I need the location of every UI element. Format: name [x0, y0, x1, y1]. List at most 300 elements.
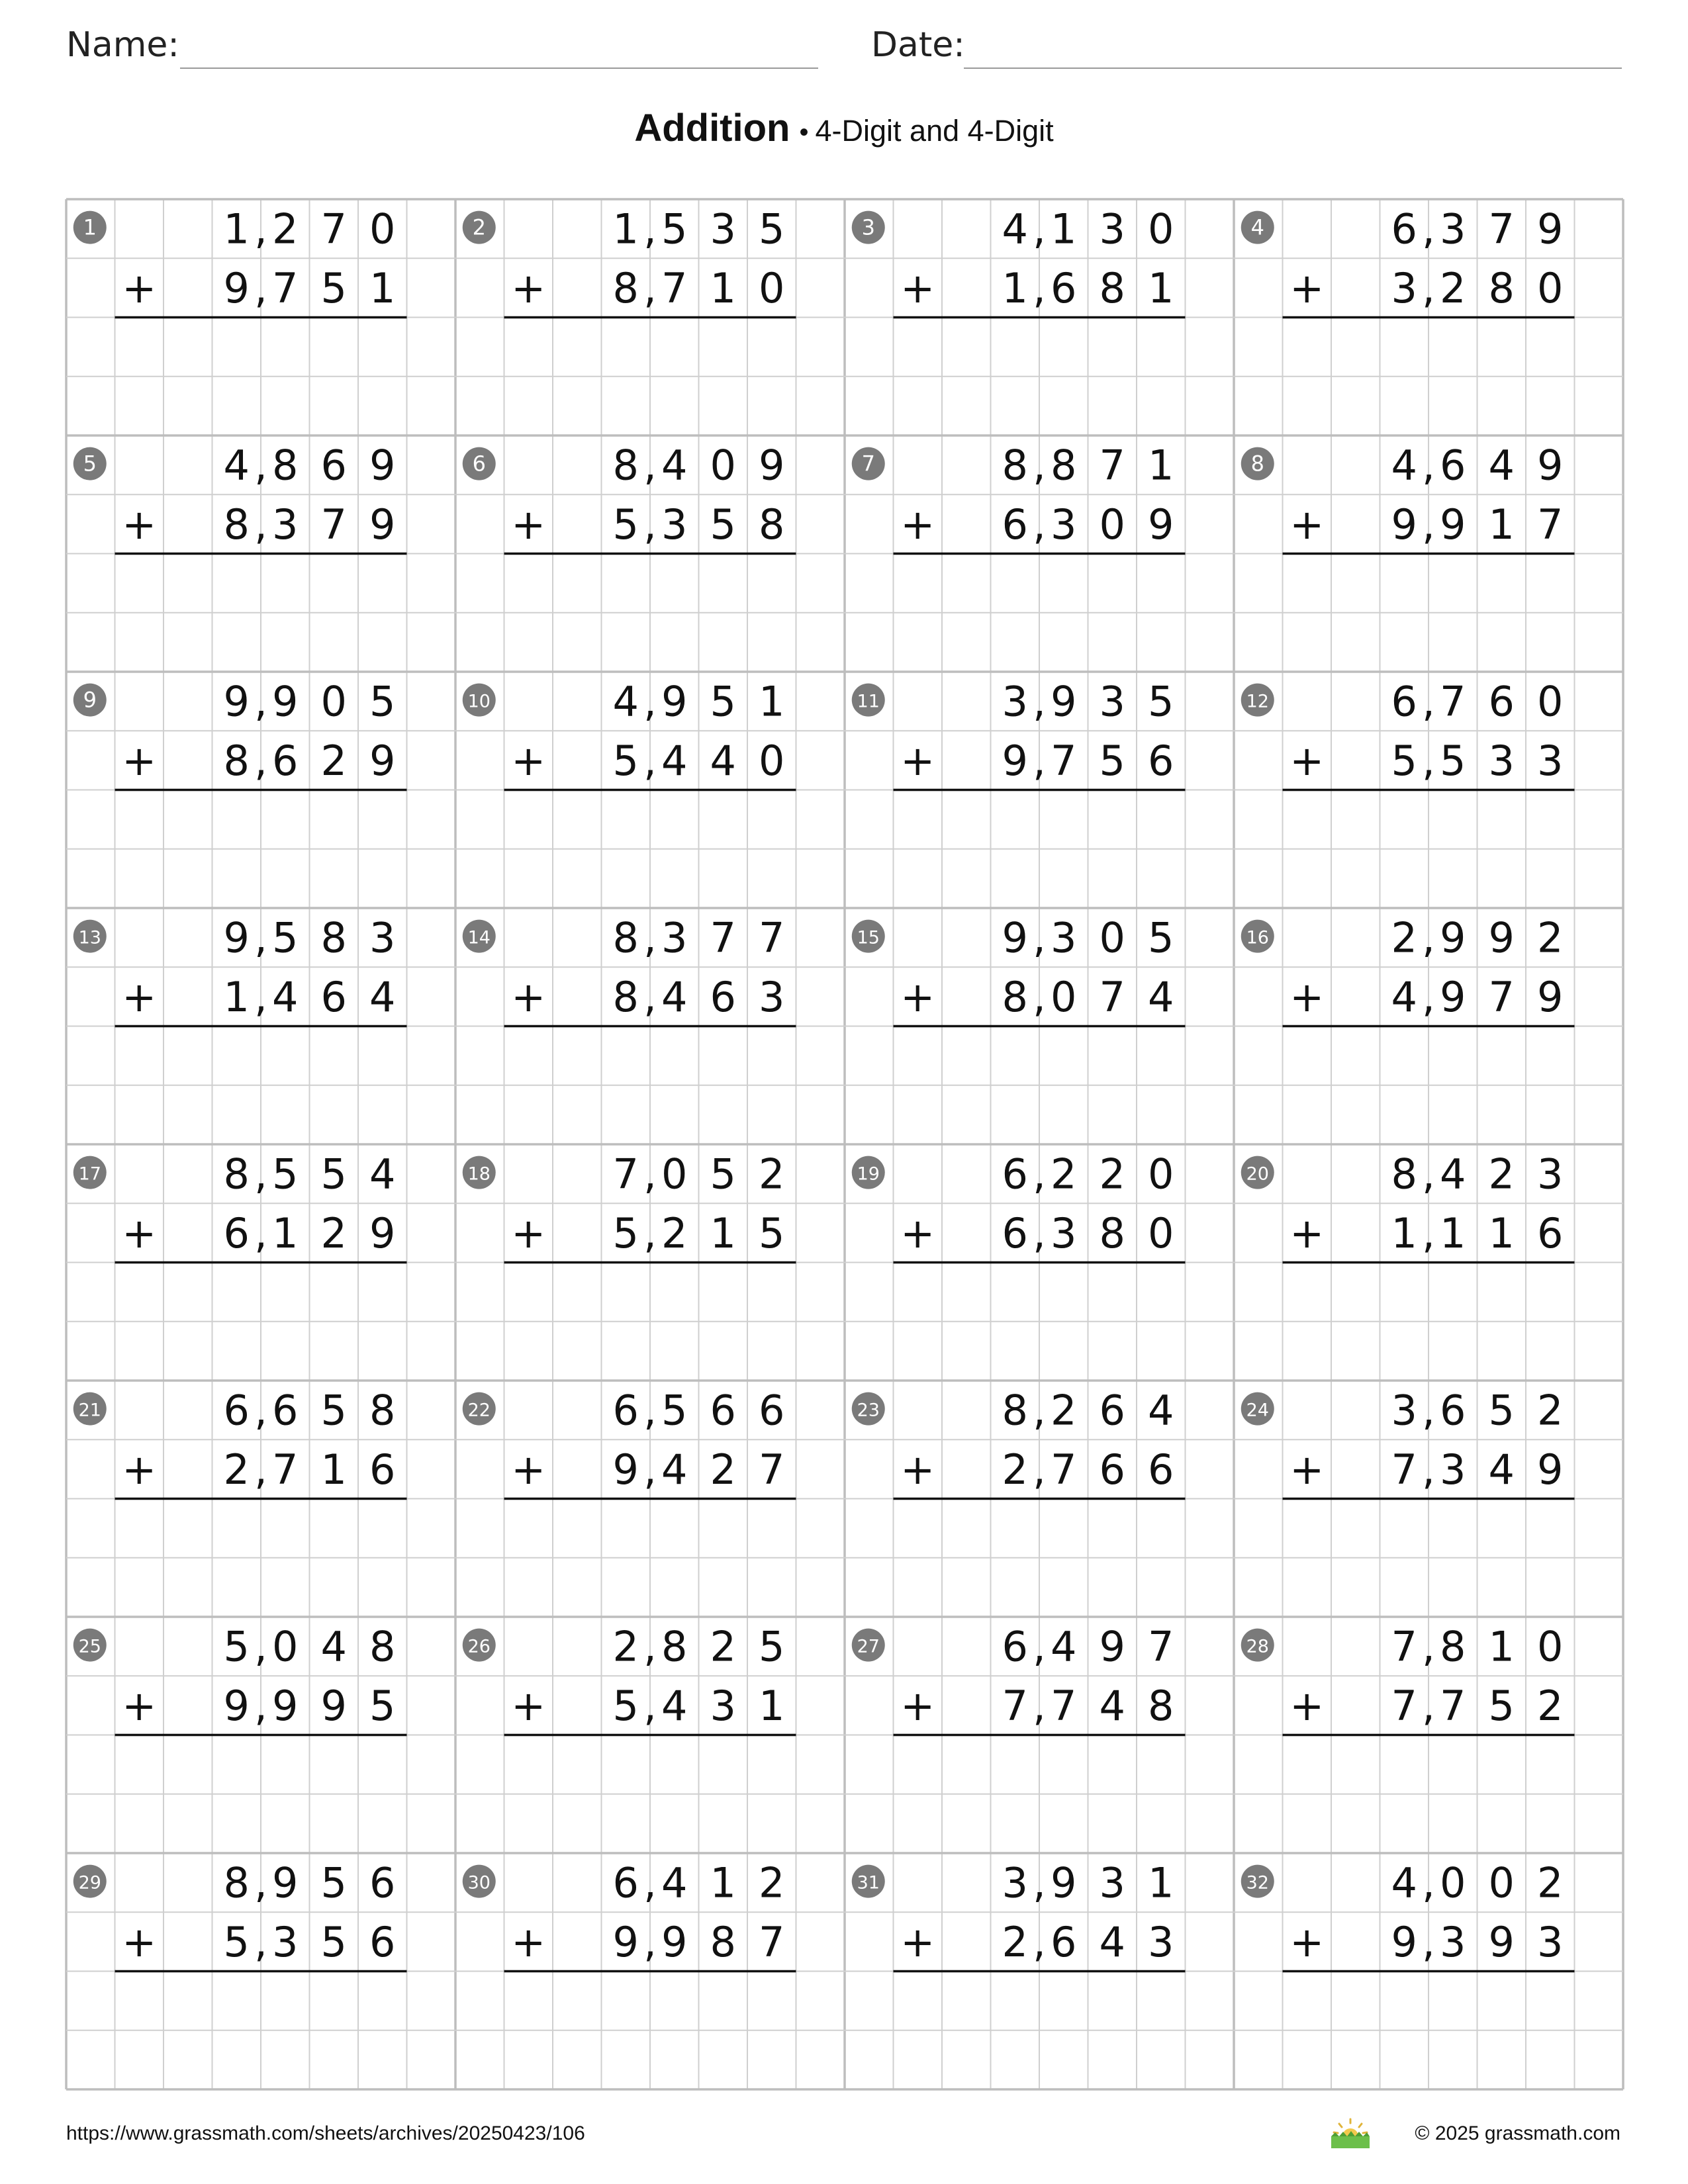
- top-number-comma: ,: [1422, 677, 1435, 726]
- top-number-digit: 2: [1488, 1150, 1515, 1199]
- top-number-digit: 6: [1002, 1150, 1028, 1199]
- top-number-digit: 7: [1099, 441, 1125, 490]
- bottom-number-digit: 3: [1537, 736, 1564, 785]
- bottom-number-comma: ,: [1422, 1681, 1435, 1730]
- bottom-number-digit: 9: [369, 500, 396, 549]
- title-subtitle: 4-Digit and 4-Digit: [815, 114, 1054, 148]
- bottom-number-digit: 2: [710, 1445, 736, 1494]
- problem-number: 18: [467, 1163, 491, 1185]
- bottom-number-comma: ,: [254, 1917, 267, 1966]
- top-number-digit: 2: [272, 205, 299, 253]
- top-number-digit: 1: [759, 677, 785, 726]
- title-separator: •: [799, 118, 809, 147]
- top-number-digit: 8: [1440, 1622, 1466, 1671]
- answer-area[interactable]: [894, 1972, 1186, 2090]
- top-number-digit: 1: [612, 205, 639, 253]
- top-number-digit: 5: [759, 1622, 785, 1671]
- top-number-digit: 5: [710, 677, 736, 726]
- plus-sign: +: [511, 972, 546, 1021]
- top-number-digit: 0: [1148, 1150, 1174, 1199]
- problem-number: 20: [1246, 1163, 1269, 1185]
- bottom-number-comma: ,: [1422, 500, 1435, 549]
- bottom-number-digit: 7: [272, 1445, 299, 1494]
- problem-number: 14: [467, 927, 491, 948]
- problem-number: 7: [861, 451, 875, 477]
- top-number-digit: 4: [369, 1150, 396, 1199]
- top-number-comma: ,: [1422, 441, 1435, 490]
- top-number-digit: 2: [1051, 1386, 1077, 1435]
- plus-sign: +: [122, 972, 157, 1021]
- top-number-digit: 5: [272, 913, 299, 962]
- bottom-number-comma: ,: [643, 500, 657, 549]
- bottom-number-digit: 5: [612, 500, 639, 549]
- problem-32: [1241, 1859, 1575, 2089]
- answer-area[interactable]: [1283, 554, 1575, 672]
- top-number-digit: 1: [1051, 205, 1077, 253]
- bottom-number-digit: 9: [1148, 500, 1174, 549]
- title-main: Addition: [634, 107, 790, 150]
- bottom-number-digit: 7: [1391, 1445, 1417, 1494]
- plus-sign: +: [122, 500, 157, 549]
- grass-sun-logo-icon: [1327, 2116, 1374, 2150]
- bottom-number-comma: ,: [1033, 1445, 1046, 1494]
- bottom-number-digit: 5: [1099, 736, 1125, 785]
- bottom-number-digit: 1: [1488, 500, 1515, 549]
- bottom-number-comma: ,: [1422, 263, 1435, 312]
- bottom-number-digit: 7: [1051, 736, 1077, 785]
- bottom-number-digit: 9: [1391, 1917, 1417, 1966]
- top-number-comma: ,: [643, 913, 657, 962]
- bottom-number-digit: 5: [320, 1917, 347, 1966]
- top-number-digit: 3: [369, 913, 396, 962]
- bottom-number-digit: 9: [320, 1681, 347, 1730]
- problem-16: [1241, 914, 1575, 1144]
- date-label: Date:: [871, 25, 965, 65]
- bottom-number-digit: 1: [710, 1208, 736, 1257]
- bottom-number-digit: 1: [759, 1681, 785, 1730]
- top-number-digit: 8: [223, 1150, 250, 1199]
- bottom-number-digit: 8: [710, 1917, 736, 1966]
- answer-area[interactable]: [115, 1972, 407, 2090]
- bottom-number-digit: 4: [1099, 1681, 1125, 1730]
- answer-area[interactable]: [115, 1735, 407, 1854]
- answer-area[interactable]: [504, 790, 796, 909]
- bottom-number-digit: 3: [710, 1681, 736, 1730]
- top-number-digit: 4: [1002, 205, 1028, 253]
- top-number-digit: 3: [1099, 677, 1125, 726]
- top-number-digit: 9: [1440, 913, 1466, 962]
- top-number-digit: 4: [1391, 1858, 1417, 1907]
- bottom-number-comma: ,: [1422, 1445, 1435, 1494]
- bottom-number-digit: 7: [1051, 1445, 1077, 1494]
- top-number-comma: ,: [1033, 913, 1046, 962]
- bottom-number-comma: ,: [1033, 736, 1046, 785]
- top-number-digit: 2: [612, 1622, 639, 1671]
- top-number-digit: 7: [1391, 1622, 1417, 1671]
- bottom-number-digit: 1: [320, 1445, 347, 1494]
- top-number-digit: 0: [710, 441, 736, 490]
- top-number-digit: 6: [1099, 1386, 1125, 1435]
- bottom-number-comma: ,: [643, 736, 657, 785]
- top-number-digit: 0: [1440, 1858, 1466, 1907]
- footer-url: https://www.grassmath.com/sheets/archives/20250423/106: [66, 2122, 585, 2144]
- bottom-number-digit: 7: [1051, 1681, 1077, 1730]
- bottom-number-digit: 9: [1537, 972, 1564, 1021]
- problem-number: 29: [78, 1872, 101, 1893]
- top-number-digit: 6: [1002, 1622, 1028, 1671]
- top-number-digit: 8: [223, 1858, 250, 1907]
- answer-area[interactable]: [504, 1026, 796, 1145]
- problem-number: 1: [83, 214, 97, 240]
- answer-area[interactable]: [894, 1499, 1186, 1617]
- bottom-number-digit: 9: [612, 1445, 639, 1494]
- plus-sign: +: [511, 1917, 546, 1966]
- problem-1: [73, 205, 407, 435]
- answer-area[interactable]: [894, 1263, 1186, 1381]
- top-number-comma: ,: [643, 1622, 657, 1671]
- answer-area[interactable]: [894, 1026, 1186, 1145]
- bottom-number-digit: 0: [759, 263, 785, 312]
- plus-sign: +: [511, 1681, 546, 1730]
- bottom-number-comma: ,: [254, 972, 267, 1021]
- bottom-number-digit: 2: [1537, 1681, 1564, 1730]
- top-number-digit: 2: [1391, 913, 1417, 962]
- top-number-digit: 5: [320, 1858, 347, 1907]
- bottom-number-digit: 2: [223, 1445, 250, 1494]
- top-number-digit: 0: [661, 1150, 688, 1199]
- problem-number: 16: [1246, 927, 1269, 948]
- answer-area[interactable]: [1283, 790, 1575, 909]
- answer-area[interactable]: [1283, 318, 1575, 436]
- plus-sign: +: [1289, 972, 1325, 1021]
- top-number-digit: 5: [1148, 913, 1174, 962]
- bottom-number-digit: 0: [1099, 500, 1125, 549]
- top-number-digit: 0: [320, 677, 347, 726]
- problem-number: 9: [83, 687, 97, 713]
- bottom-number-digit: 2: [320, 1208, 347, 1257]
- answer-area[interactable]: [504, 1263, 796, 1381]
- top-number-digit: 0: [272, 1622, 299, 1671]
- answer-area[interactable]: [504, 554, 796, 672]
- top-number-digit: 4: [320, 1622, 347, 1671]
- top-number-comma: ,: [643, 441, 657, 490]
- bottom-number-digit: 6: [369, 1445, 396, 1494]
- top-number-digit: 9: [1051, 1858, 1077, 1907]
- bottom-number-digit: 7: [1099, 972, 1125, 1021]
- top-number-comma: ,: [1422, 1622, 1435, 1671]
- bottom-number-digit: 7: [320, 500, 347, 549]
- bottom-number-comma: ,: [1033, 500, 1046, 549]
- answer-area[interactable]: [894, 554, 1186, 672]
- top-number-digit: 9: [1537, 441, 1564, 490]
- bottom-number-digit: 2: [1440, 263, 1466, 312]
- answer-area[interactable]: [894, 790, 1186, 909]
- top-number-comma: ,: [254, 1858, 267, 1907]
- answer-area[interactable]: [115, 1263, 407, 1381]
- plus-sign: +: [900, 972, 935, 1021]
- answer-area[interactable]: [1283, 1026, 1575, 1145]
- top-number-digit: 9: [272, 1858, 299, 1907]
- top-number-digit: 5: [272, 1150, 299, 1199]
- top-number-comma: ,: [1422, 1386, 1435, 1435]
- plus-sign: +: [1289, 1917, 1325, 1966]
- problem-22: [463, 1387, 796, 1617]
- bottom-number-digit: 3: [1391, 263, 1417, 312]
- top-number-digit: 2: [1537, 1386, 1564, 1435]
- bottom-number-digit: 6: [1051, 263, 1077, 312]
- problem-number: 12: [1246, 691, 1269, 712]
- top-number-digit: 6: [1391, 205, 1417, 253]
- top-number-digit: 2: [1051, 1150, 1077, 1199]
- bottom-number-digit: 6: [1002, 1208, 1028, 1257]
- problem-11: [852, 678, 1186, 908]
- bottom-number-digit: 5: [1488, 1681, 1515, 1730]
- bottom-number-digit: 4: [661, 1681, 688, 1730]
- bottom-number-comma: ,: [1422, 1208, 1435, 1257]
- top-number-digit: 6: [1391, 677, 1417, 726]
- answer-area[interactable]: [504, 318, 796, 436]
- top-number-comma: ,: [254, 913, 267, 962]
- bottom-number-digit: 9: [369, 1208, 396, 1257]
- bottom-number-comma: ,: [643, 972, 657, 1021]
- bottom-number-comma: ,: [1033, 972, 1046, 1021]
- bottom-number-digit: 7: [1488, 972, 1515, 1021]
- problem-number: 13: [78, 927, 101, 948]
- bottom-number-digit: 5: [612, 1208, 639, 1257]
- bottom-number-digit: 5: [612, 736, 639, 785]
- bottom-number-digit: 3: [1488, 736, 1515, 785]
- problem-number: 28: [1246, 1636, 1269, 1657]
- bottom-number-digit: 9: [223, 263, 250, 312]
- top-number-digit: 4: [1440, 1150, 1466, 1199]
- plus-sign: +: [511, 500, 546, 549]
- bottom-number-digit: 9: [1440, 500, 1466, 549]
- top-number-digit: 3: [1002, 677, 1028, 726]
- plus-sign: +: [1289, 263, 1325, 312]
- bottom-number-digit: 3: [1051, 500, 1077, 549]
- top-number-digit: 3: [1391, 1386, 1417, 1435]
- top-number-comma: ,: [254, 1150, 267, 1199]
- plus-sign: +: [1289, 1445, 1325, 1494]
- plus-sign: +: [900, 1681, 935, 1730]
- bottom-number-digit: 1: [223, 972, 250, 1021]
- problem-number: 2: [472, 214, 486, 240]
- top-number-digit: 3: [1099, 205, 1125, 253]
- top-number-digit: 1: [1148, 1858, 1174, 1907]
- answer-area[interactable]: [1283, 1735, 1575, 1854]
- answer-area[interactable]: [115, 318, 407, 436]
- plus-sign: +: [900, 736, 935, 785]
- bottom-number-digit: 8: [223, 736, 250, 785]
- top-number-digit: 9: [369, 441, 396, 490]
- bottom-number-digit: 8: [1488, 263, 1515, 312]
- problem-29: [73, 1859, 407, 2089]
- bottom-number-digit: 3: [1148, 1917, 1174, 1966]
- bottom-number-comma: ,: [254, 736, 267, 785]
- bottom-number-digit: 3: [1440, 1917, 1466, 1966]
- answer-area[interactable]: [115, 1026, 407, 1145]
- top-number-digit: 5: [1488, 1386, 1515, 1435]
- problem-13: [73, 914, 407, 1144]
- top-number-comma: ,: [1422, 1858, 1435, 1907]
- top-number-digit: 9: [272, 677, 299, 726]
- bottom-number-digit: 0: [1148, 1208, 1174, 1257]
- bottom-number-digit: 7: [1537, 500, 1564, 549]
- plus-sign: +: [900, 1208, 935, 1257]
- top-number-digit: 7: [1488, 205, 1515, 253]
- plus-sign: +: [1289, 1208, 1325, 1257]
- top-number-digit: 6: [759, 1386, 785, 1435]
- bottom-number-digit: 3: [759, 972, 785, 1021]
- top-number-digit: 8: [320, 913, 347, 962]
- top-number-digit: 8: [612, 913, 639, 962]
- top-number-digit: 1: [223, 205, 250, 253]
- top-number-comma: ,: [643, 1386, 657, 1435]
- top-number-comma: ,: [1033, 441, 1046, 490]
- top-number-digit: 5: [320, 1150, 347, 1199]
- top-number-digit: 2: [1537, 913, 1564, 962]
- plus-sign: +: [122, 736, 157, 785]
- bottom-number-digit: 6: [369, 1917, 396, 1966]
- answer-area[interactable]: [504, 1972, 796, 2090]
- bottom-number-comma: ,: [643, 1445, 657, 1494]
- bottom-number-digit: 4: [661, 1445, 688, 1494]
- top-number-digit: 6: [369, 1858, 396, 1907]
- problem-number: 27: [857, 1636, 880, 1657]
- top-number-digit: 8: [1002, 441, 1028, 490]
- answer-area[interactable]: [115, 790, 407, 909]
- bottom-number-digit: 4: [1148, 972, 1174, 1021]
- plus-sign: +: [122, 1917, 157, 1966]
- answer-area[interactable]: [115, 554, 407, 672]
- top-number-digit: 3: [661, 913, 688, 962]
- answer-area[interactable]: [115, 1499, 407, 1617]
- bottom-number-digit: 8: [612, 263, 639, 312]
- problem-30: [463, 1859, 796, 2089]
- answer-area[interactable]: [894, 318, 1186, 436]
- bottom-number-digit: 4: [1488, 1445, 1515, 1494]
- top-number-digit: 5: [1148, 677, 1174, 726]
- bottom-number-digit: 3: [1537, 1917, 1564, 1966]
- bottom-number-digit: 4: [1391, 972, 1417, 1021]
- bottom-number-digit: 5: [759, 1208, 785, 1257]
- bottom-number-digit: 6: [1148, 1445, 1174, 1494]
- problem-25: [73, 1623, 407, 1853]
- top-number-digit: 7: [1440, 677, 1466, 726]
- top-number-digit: 4: [661, 441, 688, 490]
- problem-14: [463, 914, 796, 1144]
- bottom-number-digit: 3: [272, 500, 299, 549]
- bottom-number-digit: 5: [223, 1917, 250, 1966]
- top-number-digit: 3: [1002, 1858, 1028, 1907]
- bottom-number-comma: ,: [254, 1208, 267, 1257]
- top-number-digit: 2: [759, 1150, 785, 1199]
- answer-area[interactable]: [1283, 1499, 1575, 1617]
- problem-number: 6: [472, 451, 486, 477]
- top-number-digit: 4: [1148, 1386, 1174, 1435]
- top-number-digit: 9: [223, 913, 250, 962]
- bottom-number-digit: 2: [1002, 1917, 1028, 1966]
- name-label: Name:: [66, 25, 179, 65]
- top-number-digit: 0: [1537, 1622, 1564, 1671]
- top-number-comma: ,: [254, 1622, 267, 1671]
- problem-number: 23: [857, 1400, 880, 1421]
- plus-sign: +: [511, 1208, 546, 1257]
- bottom-number-digit: 9: [223, 1681, 250, 1730]
- bottom-number-digit: 8: [759, 500, 785, 549]
- bottom-number-digit: 8: [1099, 1208, 1125, 1257]
- bottom-number-comma: ,: [254, 1445, 267, 1494]
- top-number-digit: 5: [369, 677, 396, 726]
- bottom-number-digit: 1: [1391, 1208, 1417, 1257]
- answer-area[interactable]: [504, 1499, 796, 1617]
- top-number-comma: ,: [254, 677, 267, 726]
- top-number-digit: 5: [661, 205, 688, 253]
- bottom-number-digit: 4: [1099, 1917, 1125, 1966]
- bottom-number-digit: 0: [759, 736, 785, 785]
- top-number-digit: 4: [661, 1858, 688, 1907]
- top-number-digit: 6: [272, 1386, 299, 1435]
- bottom-number-digit: 2: [320, 736, 347, 785]
- problem-number: 11: [857, 691, 880, 712]
- top-number-digit: 6: [710, 1386, 736, 1435]
- top-number-digit: 5: [710, 1150, 736, 1199]
- top-number-comma: ,: [1422, 913, 1435, 962]
- top-number-comma: ,: [643, 677, 657, 726]
- problem-number: 32: [1246, 1872, 1269, 1893]
- problem-10: [463, 678, 796, 908]
- problem-number: 30: [467, 1872, 491, 1893]
- top-number-digit: 7: [710, 913, 736, 962]
- bottom-number-digit: 8: [1099, 263, 1125, 312]
- answer-area[interactable]: [504, 1735, 796, 1854]
- bottom-number-digit: 1: [1148, 263, 1174, 312]
- top-number-digit: 1: [1488, 1622, 1515, 1671]
- problem-23: [852, 1387, 1186, 1617]
- top-number-digit: 2: [710, 1622, 736, 1671]
- answer-area[interactable]: [894, 1735, 1186, 1854]
- bottom-number-digit: 1: [369, 263, 396, 312]
- top-number-digit: 8: [272, 441, 299, 490]
- top-number-comma: ,: [1422, 205, 1435, 253]
- plus-sign: +: [122, 1681, 157, 1730]
- bottom-number-digit: 6: [272, 736, 299, 785]
- bottom-number-digit: 6: [710, 972, 736, 1021]
- bottom-number-digit: 4: [661, 972, 688, 1021]
- top-number-digit: 9: [223, 677, 250, 726]
- top-number-digit: 8: [1002, 1386, 1028, 1435]
- bottom-number-digit: 9: [612, 1917, 639, 1966]
- top-number-digit: 9: [1537, 205, 1564, 253]
- answer-area[interactable]: [1283, 1972, 1575, 2090]
- problem-20: [1241, 1150, 1575, 1381]
- problem-21: [73, 1387, 407, 1617]
- top-number-comma: ,: [1033, 1386, 1046, 1435]
- bottom-number-digit: 6: [1148, 736, 1174, 785]
- top-number-digit: 6: [612, 1386, 639, 1435]
- bottom-number-digit: 6: [223, 1208, 250, 1257]
- bottom-number-comma: ,: [643, 1681, 657, 1730]
- problem-number: 17: [78, 1163, 101, 1185]
- top-number-digit: 4: [612, 677, 639, 726]
- bottom-number-digit: 3: [272, 1917, 299, 1966]
- bottom-number-digit: 7: [1440, 1681, 1466, 1730]
- problem-5: [73, 441, 407, 672]
- plus-sign: +: [511, 263, 546, 312]
- top-number-comma: ,: [1033, 205, 1046, 253]
- bottom-number-digit: 5: [710, 500, 736, 549]
- answer-area[interactable]: [1283, 1263, 1575, 1381]
